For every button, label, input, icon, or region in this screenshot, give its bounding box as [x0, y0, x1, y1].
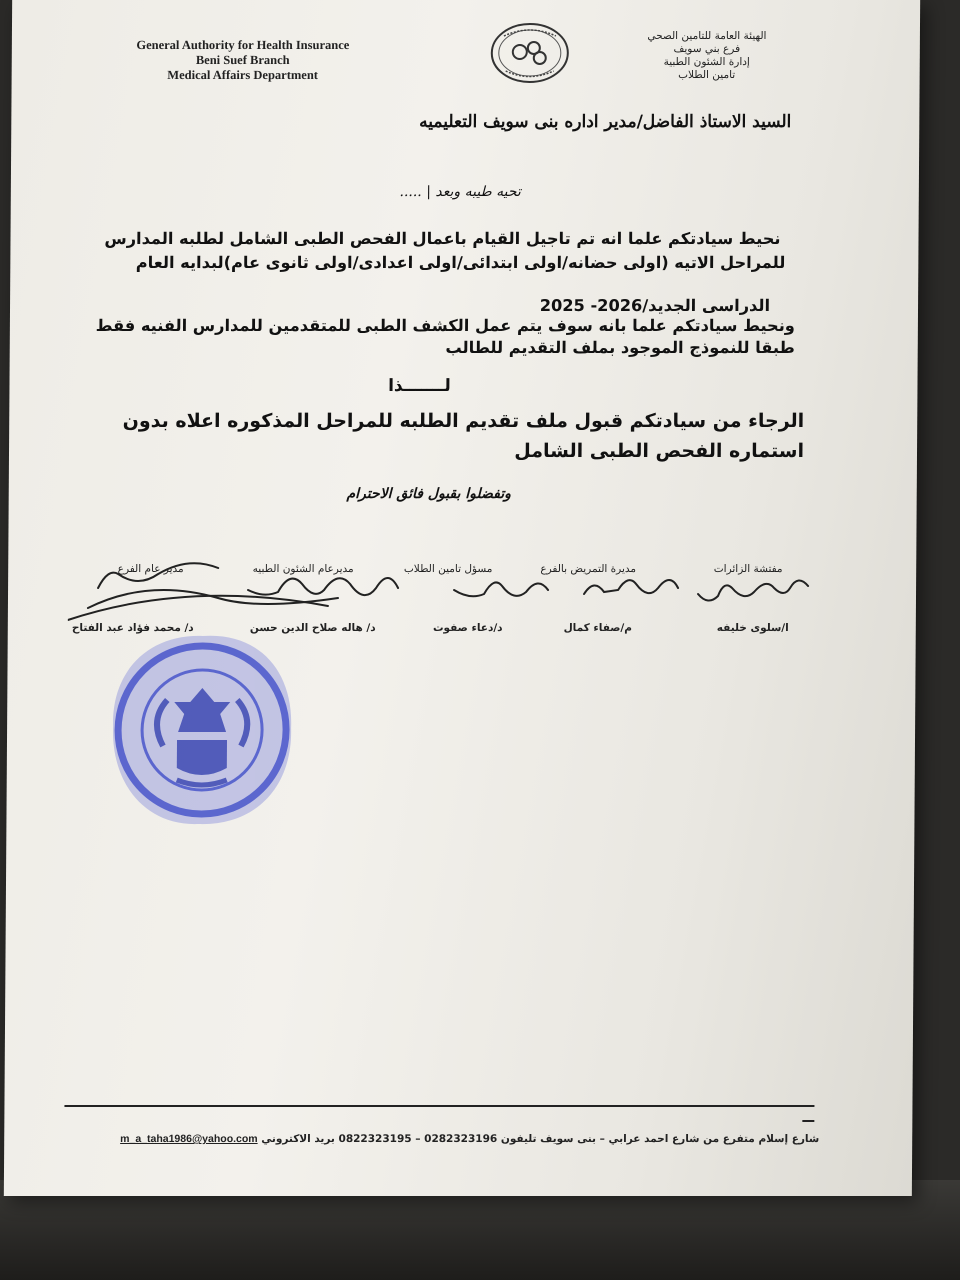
- letter-page: [4, 0, 920, 1196]
- header-arabic: [622, 30, 792, 82]
- body-line: نحيط سيادتكم علما انه تم تاجيل القيام باعمال الفحص الطبى الشامل لطلبه المدارس: [104, 229, 781, 248]
- greeting-line: تحيه طيبه وبعد | .....: [399, 184, 521, 200]
- header-ar-line: إدارة الشئون الطبية: [663, 56, 750, 68]
- signatory-name: د/ محمد فؤاد عبد الفتاح: [71, 622, 194, 634]
- body-line: الدراسى الجديد/2026- 2025: [539, 296, 771, 315]
- signatory-title: مديرعام الشئون الطبيه: [252, 563, 354, 575]
- header-english: [108, 38, 378, 83]
- signatory-name: ا/سلوى خليفه: [716, 622, 789, 634]
- body-line: طبقا للنموذج الموجود بملف التقديم للطالب: [445, 338, 795, 357]
- signatory-title: مسؤل تامين الطلاب: [403, 563, 493, 575]
- header-ar-line: تامين الطلاب: [678, 69, 736, 81]
- signatory-name: د/دعاء صفوت: [432, 622, 503, 634]
- header-en-line: General Authority for Health Insurance: [136, 38, 350, 52]
- footer-mark: [802, 1120, 814, 1122]
- signatory-name: د/ هاله صلاح الدين حسن: [249, 622, 376, 634]
- header-ar-line: الهيئة العامة للتامين الصحي: [647, 30, 767, 42]
- handwritten-signatures-icon: [68, 548, 829, 628]
- signatory-title: مدير عام الفرع: [117, 563, 184, 575]
- closing-line: وتفضلوا بقبول فائق الاحترام: [346, 486, 512, 502]
- footer-divider: [64, 1105, 814, 1107]
- therefore-line: لـــــــذا: [388, 376, 451, 396]
- footer-address: شارع إسلام متفرع من شارع احمد عرابي – بنى سويف تليفون 0282323196 – 0822323195 بريد الاكتروني: [261, 1133, 820, 1145]
- authority-logo-icon: [490, 22, 570, 84]
- recipient-line: السيد الاستاذ الفاضل/مدير اداره بنى سويف التعليميه: [419, 112, 792, 132]
- header-ar-line: فرع بني سويف: [673, 43, 741, 55]
- footer-email: m_a_taha1986@yahoo.com: [120, 1133, 258, 1145]
- signatory-name: م/صفاء كمال: [563, 622, 633, 634]
- request-line: استماره الفحص الطبى الشامل: [514, 440, 805, 462]
- header-en-line: Beni Suef Branch: [195, 53, 290, 67]
- signatory-title: مديرة التمريض بالفرع: [540, 563, 637, 575]
- footer-contact: [64, 1133, 819, 1145]
- official-stamp-icon: [106, 630, 297, 830]
- body-line: للمراحل الاتيه (اولى حضانه/اولى ابتدائى/اولى اعدادى/اولى ثانوى عام)لبدايه العام: [135, 253, 786, 272]
- signatory-title: مفتشة الزائرات: [713, 563, 783, 575]
- request-line: الرجاء من سيادتكم قبول ملف تقديم الطلبه للمراحل المذكوره اعلاه بدون: [122, 410, 805, 432]
- header-en-line: Medical Affairs Department: [167, 68, 319, 82]
- body-line: ونحيط سيادتكم علما بانه سوف يتم عمل الكشف الطبى للمتقدمين للمدارس الفنيه فقط: [95, 316, 795, 335]
